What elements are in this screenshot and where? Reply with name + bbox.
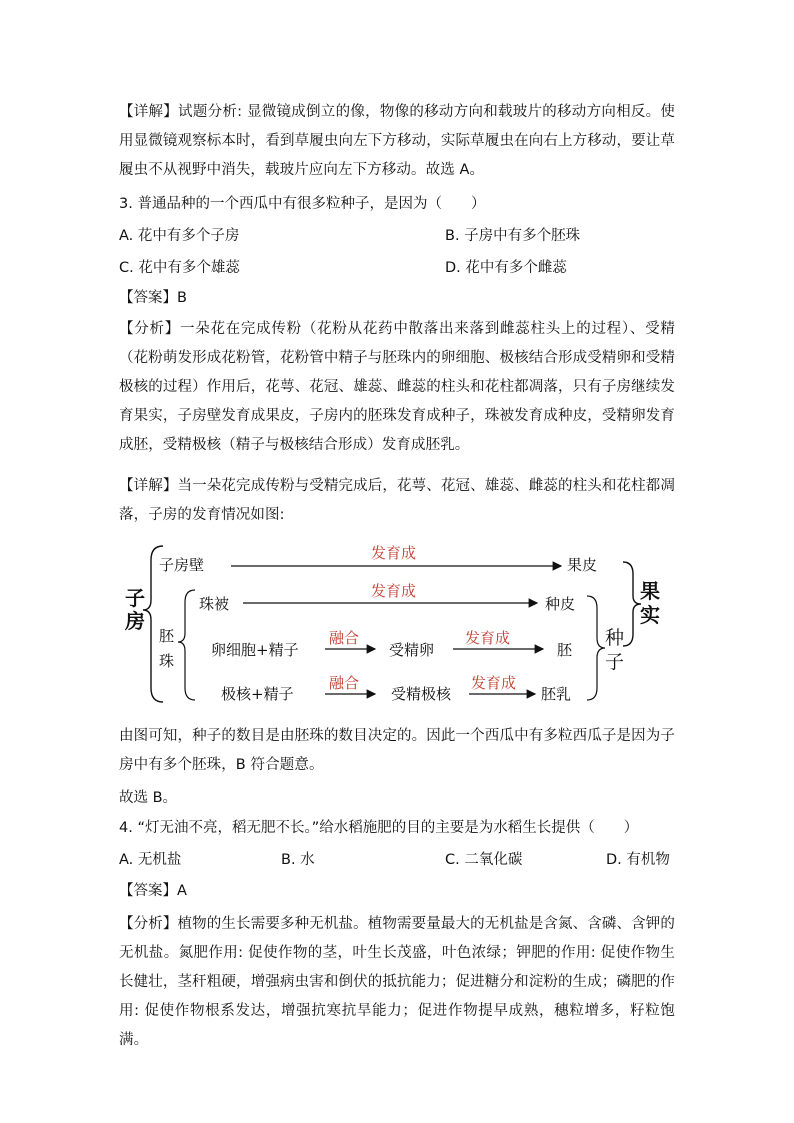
diagram-guoshi-1: 果 xyxy=(640,579,660,603)
right-outer-brace xyxy=(623,562,641,646)
q4-option-a[interactable]: A. 无机盐 xyxy=(119,852,182,868)
diagram-peiru: 胚乳 xyxy=(541,685,572,703)
ovary-development-diagram xyxy=(119,538,675,718)
q4-option-d[interactable]: D. 有机物 xyxy=(606,852,670,868)
diagram-label-zifang-2: 房 xyxy=(125,609,145,633)
diagram-guoshi-2: 实 xyxy=(640,603,660,627)
q2-detail: 【详解】试题分析: 显微镜成倒立的像，物像的移动方向和载玻片的移动方向相反。使用显微镜观察标本时，看到草履虫向左下方移动，实际草履虫在向右上方移动，要让草履虫不从视野中消失，载玻片应向左下方移动。故选 A。 xyxy=(119,104,675,178)
q4-answer: 【答案】A xyxy=(119,883,187,899)
diagram-label-zifang-1: 子 xyxy=(125,586,145,610)
diagram-pei: 胚 xyxy=(557,641,573,659)
diagram-shoujingluan: 受精卵 xyxy=(389,641,435,659)
q3-final: 故选 B。 xyxy=(119,790,178,806)
inner-left-brace xyxy=(178,590,195,700)
q4-analysis: 【分析】植物的生长需要多种无机盐。植物需要量最大的无机盐是含氮、含磷、含钾的无机盐。氮肥作用: 促使作物的茎，叶生长茂盛，叶色浓绿；钾肥的作用: 促使作物生长健壮，茎秆粗硬，增强病虫害和倒伏的抵抗能力；促进糖分和淀粉的生成；磷肥的作用: 促使作物根系发达，增强抗寒抗旱能力；促进作物提早成熟，穗粒增多，籽粒饱满。 xyxy=(119,916,675,1048)
diagram-jihe: 极核+精子 xyxy=(221,685,294,703)
q4-option-c[interactable]: C. 二氧化碳 xyxy=(445,852,523,868)
q3-stem: 3. 普通品种的一个西瓜中有很多粒种子，是因为（ ） xyxy=(119,196,486,212)
diagram-shoujingjihe: 受精极核 xyxy=(391,685,452,703)
diagram-luanxibao: 卵细胞+精子 xyxy=(211,641,299,659)
diagram-zhubei: 珠被 xyxy=(199,595,230,613)
diagram-zhongpi: 种皮 xyxy=(545,595,576,613)
q3-option-c[interactable]: C. 花中有多个雄蕊 xyxy=(119,260,240,276)
q3-answer: 【答案】B xyxy=(119,290,187,306)
diagram-zifangbi: 子房壁 xyxy=(159,556,205,574)
q3-conclusion: 由图可知，种子的数目是由胚珠的数目决定的。因此一个西瓜中有多粒西瓜子是因为子房中有多个胚珠，B 符合题意。 xyxy=(119,728,675,773)
q3-detail: 【详解】当一朵花完成传粉与受精完成后，花萼、花冠、雄蕊、雌蕊的柱头和花柱都凋落，子房的发育情况如图: xyxy=(119,478,675,523)
diagram-ronghe-2: 融合 xyxy=(329,674,360,692)
diagram-fayucheng-2: 发育成 xyxy=(371,582,417,600)
q3-analysis: 【分析】一朵花在完成传粉（花粉从花药中散落出来落到雌蕊柱头上的过程）、受精（花粉萌发形成花粉管，花粉管中精子与胚珠内的卵细胞、极核结合形成受精卵和受精极核的过程）作用后，花萼、花冠、雄蕊、雌蕊的柱头和花柱都凋落，只有子房继续发育果实，子房壁发育成果皮，子房内的胚珠发育成种子，珠被发育成种皮，受精卵发育成胚，受精极核（精子与极核结合形成）发育成胚乳。 xyxy=(119,321,675,453)
diagram-zhongzi-2: 子 xyxy=(605,651,625,673)
q3-option-d[interactable]: D. 花中有多个雌蕊 xyxy=(445,260,567,276)
diagram-ronghe-1: 融合 xyxy=(329,629,360,647)
diagram-fayucheng-4: 发育成 xyxy=(471,674,517,692)
diagram-peizhu-2: 珠 xyxy=(159,652,175,670)
diagram-zhongzi-1: 种 xyxy=(605,627,625,649)
right-inner-brace xyxy=(587,596,605,700)
diagram-fayucheng-3: 发育成 xyxy=(465,629,511,647)
q3-option-b[interactable]: B. 子房中有多个胚珠 xyxy=(445,228,581,244)
q3-option-a[interactable]: A. 花中有多个子房 xyxy=(119,228,240,244)
diagram-fayucheng-1: 发育成 xyxy=(371,544,417,562)
q4-stem: 4. “灯无油不亮，稻无肥不长。”给水稻施肥的目的主要是为水稻生长提供（ ） xyxy=(119,820,639,836)
diagram-peizhu-1: 胚 xyxy=(159,627,175,645)
diagram-guopi: 果皮 xyxy=(567,556,598,574)
q4-option-b[interactable]: B. 水 xyxy=(281,852,315,868)
